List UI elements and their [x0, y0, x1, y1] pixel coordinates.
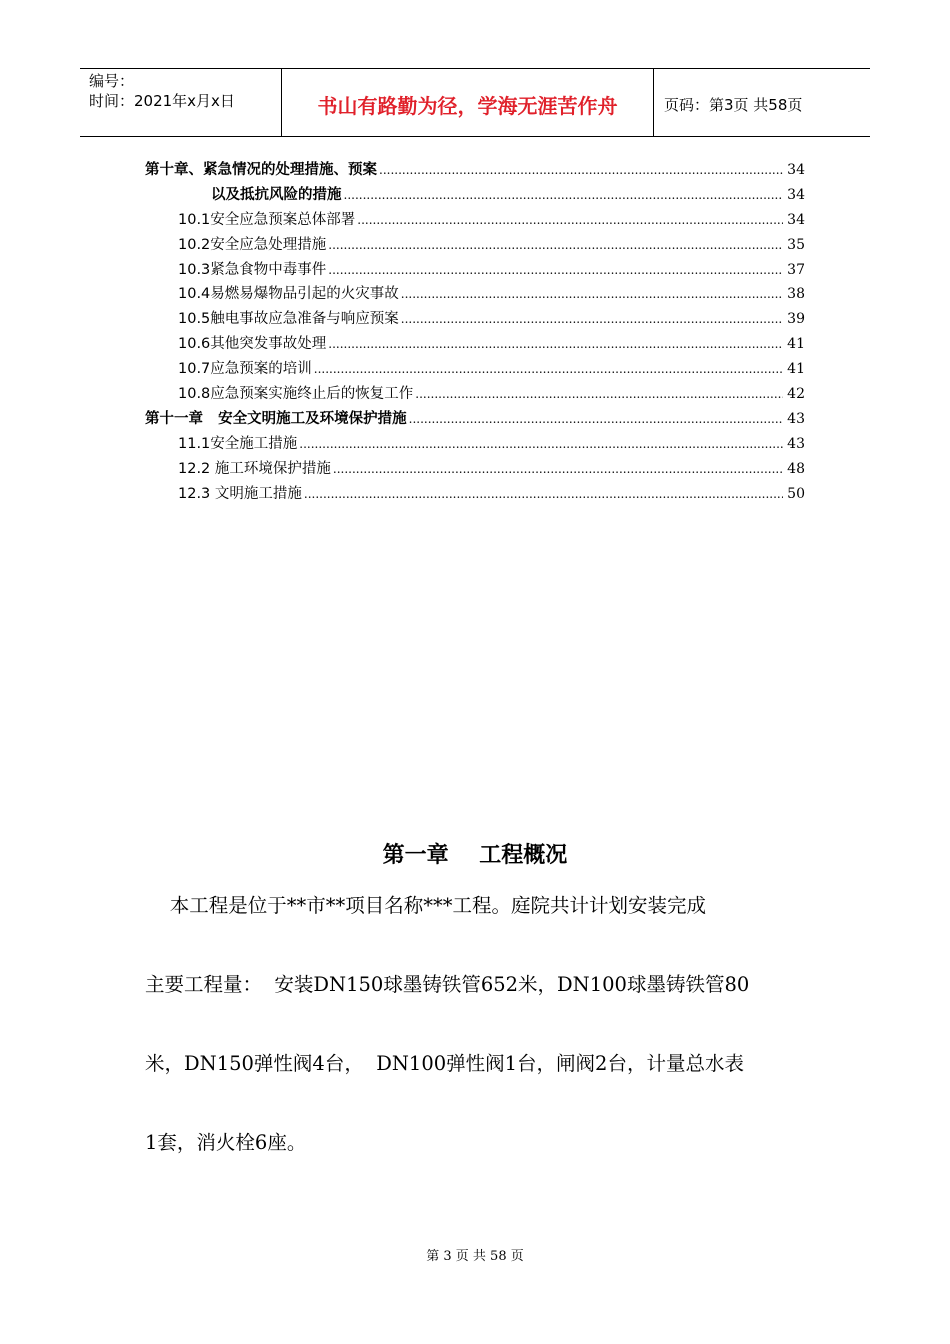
- toc-entry[interactable]: [145, 382, 805, 407]
- toc-leader-dots: [333, 462, 783, 476]
- toc-entry-label: 12.2 施工环境保护措施: [178, 460, 331, 477]
- toc-leader-dots: [304, 487, 783, 501]
- toc-entry-label: 10.8应急预案实施终止后的恢复工作: [178, 386, 414, 403]
- toc-entry-page: 41: [787, 336, 805, 353]
- toc-entry-page: 43: [787, 435, 805, 452]
- toc-leader-dots: [357, 213, 783, 227]
- toc-leader-dots: [344, 188, 784, 202]
- chapter-body: [145, 886, 810, 1202]
- toc-leader-dots: [379, 163, 783, 177]
- toc-leader-dots: [409, 412, 783, 426]
- toc-entry-page: 38: [787, 286, 805, 303]
- toc-entry[interactable]: [145, 208, 805, 233]
- document-header: [80, 68, 870, 137]
- toc-entry-page: 50: [787, 485, 805, 502]
- toc-entry-page: 48: [787, 460, 805, 477]
- header-meta-cell: [80, 69, 282, 136]
- toc-entry-page: 35: [787, 236, 805, 253]
- toc-entry[interactable]: [145, 233, 805, 258]
- page-footer: 第 3 页 共 58 页: [426, 1249, 524, 1264]
- toc-entry-label: 10.1安全应急预案总体部署: [178, 211, 356, 228]
- header-page-info: 页码：第3页 共58页: [664, 96, 803, 114]
- toc-entry-page: 39: [787, 311, 805, 328]
- toc-entry[interactable]: [145, 332, 805, 357]
- toc-leader-dots: [314, 362, 783, 376]
- toc-entry[interactable]: [145, 457, 805, 482]
- toc-entry[interactable]: [145, 258, 805, 283]
- toc-entry-label: 以及抵抗风险的措施: [211, 186, 342, 203]
- body-line: 1套，消火栓6座。: [145, 1131, 307, 1154]
- number-label: 编号：: [89, 72, 135, 90]
- toc-entry-label: 12.3 文明施工措施: [178, 485, 302, 502]
- toc-entry-label: 10.3紧急食物中毒事件: [178, 261, 327, 278]
- toc-entry[interactable]: [145, 183, 805, 208]
- toc-entry-label: 11.1安全施工措施: [178, 435, 298, 452]
- toc-entry[interactable]: [145, 432, 805, 457]
- toc-entry-label: 10.4易燃易爆物品引起的火灾事故: [178, 286, 399, 303]
- toc-entry-page: 41: [787, 361, 805, 378]
- toc-leader-dots: [299, 437, 783, 451]
- toc-entry-label: 第十一章 安全文明施工及环境保护措施: [145, 410, 407, 427]
- body-line: 本工程是位于**市**项目名称***工程。庭院共计计划安装完成: [145, 894, 707, 917]
- toc-entry-page: 37: [787, 261, 805, 278]
- toc-leader-dots: [328, 263, 783, 277]
- toc-entry[interactable]: [145, 357, 805, 382]
- toc-leader-dots: [401, 312, 783, 326]
- toc-entry[interactable]: [145, 482, 805, 507]
- toc-entry[interactable]: [145, 307, 805, 332]
- toc-entry-label: 10.5触电事故应急准备与响应预案: [178, 311, 399, 328]
- toc-entry-page: 34: [787, 211, 805, 228]
- toc-leader-dots: [328, 337, 783, 351]
- toc-entry[interactable]: [145, 158, 805, 183]
- header-motto: 书山有路勤为径，学海无涯苦作舟: [282, 69, 654, 136]
- toc-entry-page: 34: [787, 186, 805, 203]
- time-label: 时间：2021年x月x日: [89, 92, 235, 110]
- toc-entry-page: 34: [787, 162, 805, 178]
- chapter-title: 第一章 工程概况: [382, 843, 568, 868]
- toc-entry-label: 第十章、紧急情况的处理措施、预案: [145, 162, 377, 178]
- toc-entry-label: 10.7应急预案的培训: [178, 361, 312, 378]
- toc-entry-label: 10.2安全应急处理措施: [178, 236, 327, 253]
- toc-leader-dots: [328, 238, 783, 252]
- toc-entry[interactable]: [145, 282, 805, 307]
- table-of-contents: [145, 158, 805, 506]
- toc-leader-dots: [401, 287, 783, 301]
- body-line: 米，DN150弹性阀4台， DN100弹性阀1台，闸阀2台，计量总水表: [145, 1052, 744, 1075]
- toc-entry-label: 10.6其他突发事故处理: [178, 336, 327, 353]
- toc-entry-page: 43: [787, 410, 805, 427]
- toc-leader-dots: [415, 387, 783, 401]
- toc-entry-page: 42: [787, 386, 805, 403]
- body-line: 主要工程量： 安装DN150球墨铸铁管652米，DN100球墨铸铁管80: [145, 973, 750, 996]
- toc-entry[interactable]: [145, 407, 805, 432]
